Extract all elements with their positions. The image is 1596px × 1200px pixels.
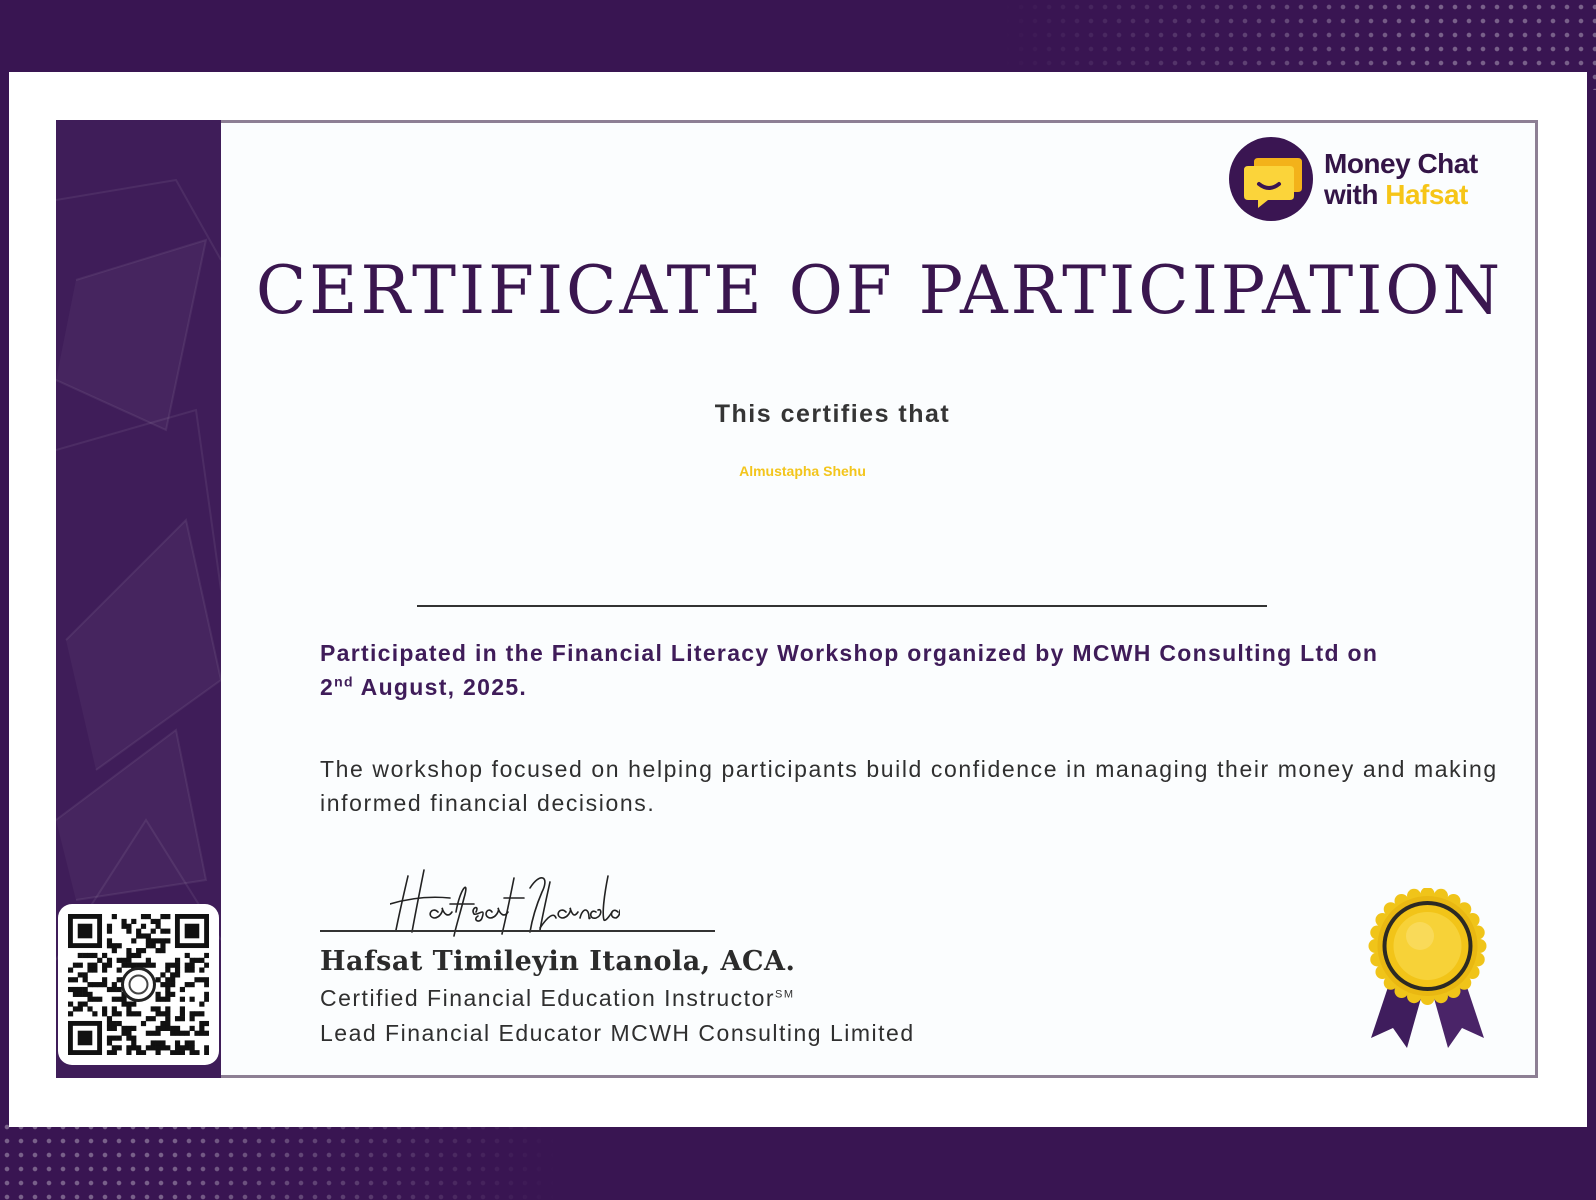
logo-line-1: Money Chat bbox=[1324, 148, 1478, 179]
participation-date: August, 2025. bbox=[360, 674, 528, 700]
participation-line-1: Participated in the Financial Literacy Workshop organized by MCWH Consulting Ltd on bbox=[320, 640, 1379, 666]
logo-line-2-highlight: Hafsat bbox=[1385, 179, 1468, 210]
signer-name: Hafsat Timileyin Itanola, ACA. bbox=[320, 946, 796, 977]
participation-day: 2 bbox=[320, 674, 335, 700]
logo-line-2 bbox=[1324, 179, 1478, 210]
recipient-name: Almustapha Shehu bbox=[739, 463, 866, 479]
signer-role-2: Lead Financial Educator MCWH Consulting Limited bbox=[320, 1020, 915, 1046]
signature-line bbox=[320, 930, 715, 932]
signer-role-1 bbox=[320, 985, 795, 1012]
name-underline bbox=[417, 605, 1267, 607]
service-mark: SM bbox=[775, 988, 795, 1001]
workshop-focus-text: The workshop focused on helping participants build confidence in managing their money and making informed financial decisions. bbox=[320, 756, 1498, 816]
signer-role-1-text: Certified Financial Education Instructor bbox=[320, 985, 776, 1011]
gold-seal-ribbon-icon bbox=[1365, 888, 1490, 1053]
qr-code[interactable] bbox=[58, 904, 219, 1065]
logo-line-2-prefix: with bbox=[1324, 179, 1386, 210]
brand-logo bbox=[1228, 136, 1528, 226]
certificate-title: CERTIFICATE OF PARTICIPATION bbox=[255, 252, 1504, 329]
handwritten-signature bbox=[390, 868, 620, 938]
qr-code-icon bbox=[68, 914, 209, 1055]
certifies-intro: This certifies that bbox=[714, 400, 951, 428]
background-dot-pattern-bottom bbox=[0, 1120, 560, 1200]
chat-bubble-smile-icon bbox=[1228, 136, 1314, 222]
participation-day-suffix: nd bbox=[334, 673, 354, 690]
logo-text bbox=[1324, 148, 1478, 210]
participation-statement bbox=[320, 636, 1510, 704]
